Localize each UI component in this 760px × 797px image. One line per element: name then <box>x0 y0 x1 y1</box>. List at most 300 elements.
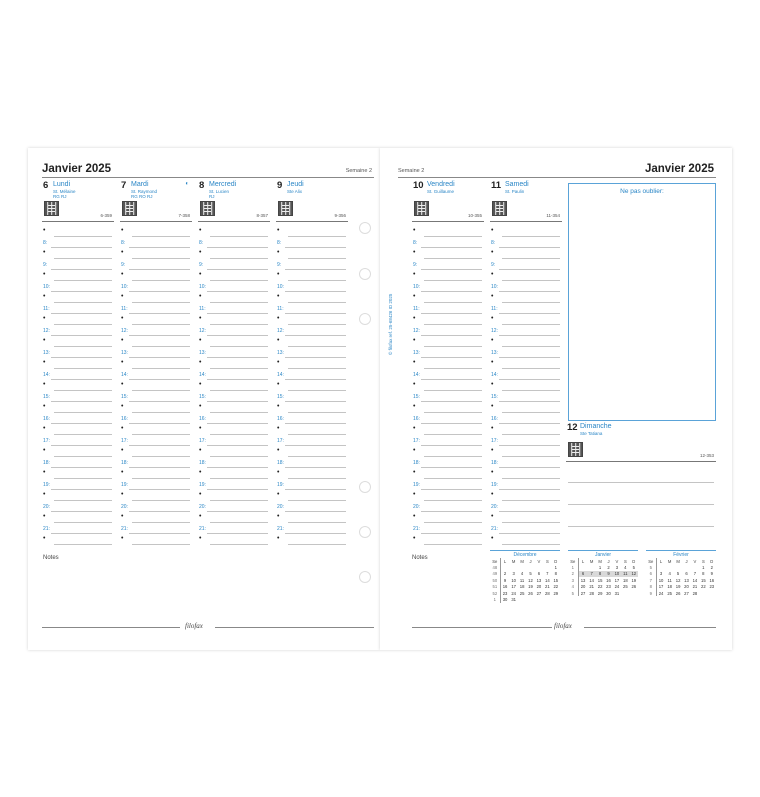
half-hour-slot[interactable] <box>120 382 192 393</box>
hour-slot[interactable] <box>490 481 562 492</box>
hour-slot[interactable] <box>120 415 192 426</box>
half-hour-slot[interactable] <box>412 360 484 371</box>
day-column <box>490 180 562 547</box>
hour-label: 21: <box>277 526 284 532</box>
half-hour-slot[interactable] <box>120 338 192 349</box>
hour-slot[interactable] <box>198 261 270 272</box>
hour-slot[interactable] <box>120 393 192 404</box>
calendar-day: 23 <box>709 584 715 590</box>
weekday-header: D <box>710 558 714 564</box>
hour-slot[interactable] <box>42 525 114 536</box>
hour-slot[interactable] <box>42 239 114 250</box>
bullet-icon: • <box>491 535 494 542</box>
day-rule <box>490 221 562 222</box>
half-hour-slot[interactable] <box>42 404 114 415</box>
half-hour-slot[interactable] <box>276 294 348 305</box>
half-hour-slot[interactable] <box>276 470 348 481</box>
time-slot[interactable] <box>412 228 484 239</box>
half-hour-slot[interactable] <box>276 382 348 393</box>
hour-label: 11: <box>121 306 128 312</box>
day-number: 7 <box>121 180 127 191</box>
hour-slot[interactable] <box>490 305 562 316</box>
half-hour-slot[interactable] <box>490 426 562 437</box>
calendar-day: 11 <box>667 577 672 583</box>
bullet-icon: • <box>277 293 280 300</box>
sunday-write-line[interactable] <box>568 482 714 483</box>
hour-slot[interactable] <box>412 393 484 404</box>
hour-slot[interactable] <box>120 261 192 272</box>
hour-label: 10: <box>491 284 498 290</box>
half-hour-slot[interactable] <box>412 448 484 459</box>
hour-slot[interactable] <box>412 525 484 536</box>
calendar-day <box>518 596 526 602</box>
weekday-header: Se <box>568 558 578 564</box>
half-hour-slot[interactable] <box>412 470 484 481</box>
half-hour-slot[interactable] <box>490 404 562 415</box>
day-name: Jeudi <box>287 181 304 188</box>
half-hour-slot[interactable] <box>412 250 484 261</box>
weekday-header: M <box>520 558 524 564</box>
hour-slot[interactable] <box>490 283 562 294</box>
half-hour-slot[interactable] <box>412 426 484 437</box>
bullet-icon: • <box>199 491 202 498</box>
half-hour-slot[interactable] <box>412 382 484 393</box>
hour-slot[interactable] <box>120 349 192 360</box>
hour-slot[interactable] <box>198 437 270 448</box>
half-hour-slot[interactable] <box>42 536 114 547</box>
calendar-day: 1 <box>702 565 705 571</box>
calendar-day: 18 <box>623 577 628 583</box>
bullet-icon: • <box>43 359 46 366</box>
hour-slot[interactable] <box>490 415 562 426</box>
hour-slot[interactable] <box>120 239 192 250</box>
half-hour-slot[interactable] <box>120 536 192 547</box>
half-hour-slot[interactable] <box>490 470 562 481</box>
half-hour-slot[interactable] <box>42 338 114 349</box>
hour-slot[interactable] <box>120 305 192 316</box>
hour-slot[interactable] <box>276 261 348 272</box>
mini-calendar-title: Janvier <box>568 550 638 558</box>
mini-calendar <box>568 550 638 596</box>
bullet-icon: • <box>277 403 280 410</box>
half-hour-slot[interactable] <box>42 382 114 393</box>
hour-label: 14: <box>121 372 128 378</box>
calendar-day: 14 <box>692 577 698 583</box>
hour-slot[interactable] <box>276 349 348 360</box>
calendar-day: 13 <box>536 577 542 583</box>
bullet-icon: • <box>199 513 202 520</box>
footer-rule-left <box>412 627 552 628</box>
calendar-day: 24 <box>511 590 516 596</box>
hour-label: 14: <box>43 372 50 378</box>
hour-slot[interactable] <box>120 327 192 338</box>
hour-label: 15: <box>491 394 498 400</box>
half-hour-slot[interactable] <box>42 492 114 503</box>
bullet-icon: • <box>43 447 46 454</box>
half-hour-slot[interactable] <box>490 316 562 327</box>
bullet-icon: • <box>121 447 124 454</box>
moon-phase-icon: ◐ <box>185 181 189 187</box>
hour-label: 20: <box>491 504 498 510</box>
hour-slot[interactable] <box>490 239 562 250</box>
calendar-day: 30 <box>502 597 508 603</box>
filofax-logo: filofax <box>185 622 203 630</box>
bullet-icon: • <box>277 315 280 322</box>
half-hour-slot[interactable] <box>198 316 270 327</box>
hour-slot[interactable] <box>276 415 348 426</box>
half-hour-slot[interactable] <box>412 272 484 283</box>
calendar-day: 27 <box>536 590 542 596</box>
hour-slot[interactable] <box>412 261 484 272</box>
hour-label: 14: <box>199 372 206 378</box>
weekday-header: D <box>554 558 558 564</box>
half-hour-slot[interactable] <box>490 492 562 503</box>
calendar-day: 51 <box>490 584 500 590</box>
half-hour-slot[interactable] <box>198 338 270 349</box>
calendar-day: 27 <box>684 590 689 596</box>
half-hour-slot[interactable] <box>42 272 114 283</box>
qr-code-icon <box>200 201 215 216</box>
hour-label: 19: <box>413 482 420 488</box>
half-hour-slot[interactable] <box>198 272 270 283</box>
half-hour-slot[interactable] <box>412 536 484 547</box>
hour-slot[interactable] <box>276 283 348 294</box>
hour-slot[interactable] <box>198 349 270 360</box>
hour-slot[interactable] <box>42 349 114 360</box>
hour-label: 21: <box>43 526 50 532</box>
half-hour-slot[interactable] <box>120 426 192 437</box>
calendar-day: 29 <box>597 590 603 596</box>
binder-hole-icon <box>359 222 371 234</box>
half-hour-slot[interactable] <box>120 250 192 261</box>
weekday-header: V <box>615 558 619 564</box>
hour-slot[interactable] <box>198 481 270 492</box>
half-hour-slot[interactable] <box>120 316 192 327</box>
hour-slot[interactable] <box>42 459 114 470</box>
day-note: RG RJ <box>53 194 67 199</box>
bullet-icon: • <box>491 403 494 410</box>
half-hour-slot[interactable] <box>490 448 562 459</box>
hour-label: 14: <box>491 372 498 378</box>
half-hour-slot[interactable] <box>120 272 192 283</box>
time-slot[interactable] <box>42 228 114 239</box>
hour-slot[interactable] <box>42 261 114 272</box>
half-hour-slot[interactable] <box>276 250 348 261</box>
bullet-icon: • <box>413 513 416 520</box>
hour-slot[interactable] <box>412 481 484 492</box>
hour-label: 11: <box>43 306 50 312</box>
hour-label: 13: <box>121 350 128 356</box>
hour-slot[interactable] <box>276 239 348 250</box>
hour-slot[interactable] <box>198 525 270 536</box>
page-title: Janvier 2025 <box>644 163 714 175</box>
day-count: 7-358 <box>178 213 190 218</box>
hour-label: 10: <box>121 284 128 290</box>
hour-slot[interactable] <box>412 415 484 426</box>
half-hour-slot[interactable] <box>490 272 562 283</box>
calendar-day: 9 <box>646 590 656 596</box>
hour-slot[interactable] <box>490 393 562 404</box>
time-slot[interactable] <box>198 228 270 239</box>
hour-slot[interactable] <box>412 503 484 514</box>
hour-label: 17: <box>43 438 50 444</box>
half-hour-slot[interactable] <box>198 250 270 261</box>
half-hour-slot[interactable] <box>198 426 270 437</box>
saint-name: St. Lucien <box>209 189 230 194</box>
hour-slot[interactable] <box>42 415 114 426</box>
hour-slot[interactable] <box>490 503 562 514</box>
bullet-icon: • <box>277 469 280 476</box>
calendar-day: 5 <box>568 590 578 596</box>
hour-slot[interactable] <box>42 393 114 404</box>
hour-slot[interactable] <box>120 437 192 448</box>
half-hour-slot[interactable] <box>42 294 114 305</box>
half-hour-slot[interactable] <box>490 338 562 349</box>
half-hour-slot[interactable] <box>276 360 348 371</box>
hour-slot[interactable] <box>198 283 270 294</box>
half-hour-slot[interactable] <box>276 272 348 283</box>
calendar-day: 15 <box>597 577 603 583</box>
day-rule <box>412 221 484 222</box>
half-hour-slot[interactable] <box>42 360 114 371</box>
half-hour-slot[interactable] <box>198 360 270 371</box>
bullet-icon: • <box>491 337 494 344</box>
half-hour-slot[interactable] <box>120 404 192 415</box>
hour-slot[interactable] <box>42 371 114 382</box>
half-hour-slot[interactable] <box>198 514 270 525</box>
hour-slot[interactable] <box>198 239 270 250</box>
time-slot[interactable] <box>276 228 348 239</box>
hour-slot[interactable] <box>120 371 192 382</box>
hour-label: 17: <box>199 438 206 444</box>
hour-slot[interactable] <box>198 371 270 382</box>
bullet-icon: • <box>277 535 280 542</box>
half-hour-slot[interactable] <box>412 316 484 327</box>
bullet-icon: • <box>121 337 124 344</box>
weekday-header: J <box>529 558 532 564</box>
calendar-day: 7 <box>646 577 656 583</box>
day-name: Dimanche <box>580 423 612 430</box>
hour-label: 12: <box>277 328 284 334</box>
half-hour-slot[interactable] <box>120 294 192 305</box>
time-slot[interactable] <box>490 228 562 239</box>
half-hour-slot[interactable] <box>198 404 270 415</box>
hour-slot[interactable] <box>276 503 348 514</box>
hour-slot[interactable] <box>276 459 348 470</box>
half-hour-slot[interactable] <box>276 448 348 459</box>
hour-label: 18: <box>199 460 206 466</box>
half-hour-slot[interactable] <box>490 250 562 261</box>
hour-slot[interactable] <box>490 327 562 338</box>
binder-hole-icon <box>359 526 371 538</box>
hour-slot[interactable] <box>42 283 114 294</box>
half-hour-slot[interactable] <box>198 470 270 481</box>
hour-slot[interactable] <box>198 415 270 426</box>
bullet-icon: • <box>277 249 280 256</box>
bullet-icon: • <box>199 315 202 322</box>
half-hour-slot[interactable] <box>42 250 114 261</box>
hour-slot[interactable] <box>42 437 114 448</box>
half-hour-slot[interactable] <box>490 382 562 393</box>
bullet-icon: • <box>413 315 416 322</box>
hour-slot[interactable] <box>198 393 270 404</box>
half-hour-slot[interactable] <box>412 338 484 349</box>
hour-label: 15: <box>43 394 50 400</box>
hour-slot[interactable] <box>276 437 348 448</box>
half-hour-slot[interactable] <box>490 294 562 305</box>
bullet-icon: • <box>121 271 124 278</box>
hour-slot[interactable] <box>490 459 562 470</box>
hour-slot[interactable] <box>490 349 562 360</box>
hour-slot[interactable] <box>276 393 348 404</box>
day-number: 6 <box>43 180 49 191</box>
hour-slot[interactable] <box>120 525 192 536</box>
calendar-day: 17 <box>614 577 620 583</box>
hour-label: 9: <box>199 262 204 268</box>
binder-hole-icon <box>359 268 371 280</box>
half-hour-slot[interactable] <box>412 294 484 305</box>
half-hour-slot[interactable] <box>198 382 270 393</box>
hour-slot[interactable] <box>490 371 562 382</box>
bullet-icon: • <box>491 491 494 498</box>
sunday-write-line[interactable] <box>568 504 714 505</box>
half-hour-slot[interactable] <box>276 492 348 503</box>
half-hour-slot[interactable] <box>42 470 114 481</box>
hour-slot[interactable] <box>412 437 484 448</box>
bullet-icon: • <box>413 491 416 498</box>
day-number: 11 <box>491 180 502 191</box>
half-hour-slot[interactable] <box>490 536 562 547</box>
calendar-day: 23 <box>502 590 508 596</box>
half-hour-slot[interactable] <box>42 448 114 459</box>
hour-label: 12: <box>413 328 420 334</box>
hour-slot[interactable] <box>412 305 484 316</box>
weekday-header: S <box>623 558 627 564</box>
half-hour-slot[interactable] <box>198 448 270 459</box>
weekday-header: V <box>537 558 541 564</box>
hour-slot[interactable] <box>276 305 348 316</box>
half-hour-slot[interactable] <box>490 514 562 525</box>
half-hour-slot[interactable] <box>412 492 484 503</box>
calendar-day: 2 <box>607 565 610 571</box>
half-hour-slot[interactable] <box>276 514 348 525</box>
hour-slot[interactable] <box>42 481 114 492</box>
half-hour-slot[interactable] <box>412 404 484 415</box>
half-hour-slot[interactable] <box>120 492 192 503</box>
bullet-icon: • <box>277 337 280 344</box>
half-hour-slot[interactable] <box>412 514 484 525</box>
hour-slot[interactable] <box>198 459 270 470</box>
hour-slot[interactable] <box>276 481 348 492</box>
half-hour-slot[interactable] <box>490 360 562 371</box>
hour-slot[interactable] <box>276 371 348 382</box>
notes-label: Notes <box>412 555 428 561</box>
calendar-day: 22 <box>553 584 559 590</box>
calendar-day: 52 <box>490 590 500 596</box>
hour-label: 20: <box>43 504 50 510</box>
bullet-icon: • <box>277 513 280 520</box>
mini-calendar <box>646 550 716 596</box>
hour-slot[interactable] <box>412 459 484 470</box>
mini-calendar-title: Décembre <box>490 550 560 558</box>
hour-slot[interactable] <box>198 327 270 338</box>
hour-slot[interactable] <box>42 503 114 514</box>
week-label: Semaine 2 <box>345 168 372 174</box>
hour-slot[interactable] <box>412 349 484 360</box>
hour-slot[interactable] <box>120 283 192 294</box>
calendar-day: 9 <box>503 577 507 583</box>
half-hour-slot[interactable] <box>120 448 192 459</box>
half-hour-slot[interactable] <box>120 470 192 481</box>
bullet-icon: • <box>199 227 202 234</box>
hour-slot[interactable] <box>120 481 192 492</box>
hour-slot[interactable] <box>412 283 484 294</box>
hour-label: 9: <box>277 262 282 268</box>
half-hour-slot[interactable] <box>120 514 192 525</box>
hour-slot[interactable] <box>120 503 192 514</box>
hour-slot[interactable] <box>412 239 484 250</box>
hour-slot[interactable] <box>198 305 270 316</box>
calendar-day: 21 <box>692 584 698 590</box>
bullet-icon: • <box>413 425 416 432</box>
hour-label: 11: <box>199 306 206 312</box>
day-column-sunday <box>566 422 716 528</box>
hour-slot[interactable] <box>412 371 484 382</box>
time-slot[interactable] <box>120 228 192 239</box>
hour-slot[interactable] <box>412 327 484 338</box>
hour-label: 21: <box>199 526 206 532</box>
hour-label: 18: <box>413 460 420 466</box>
hour-slot[interactable] <box>276 327 348 338</box>
hour-slot[interactable] <box>198 503 270 514</box>
bullet-icon: • <box>413 337 416 344</box>
hour-slot[interactable] <box>490 261 562 272</box>
hour-slot[interactable] <box>276 525 348 536</box>
half-hour-slot[interactable] <box>42 514 114 525</box>
half-hour-slot[interactable] <box>198 294 270 305</box>
hour-slot[interactable] <box>120 459 192 470</box>
footer-rule-right <box>215 627 374 628</box>
calendar-day: 15 <box>701 577 706 583</box>
calendar-day: 21 <box>545 584 550 590</box>
hour-slot[interactable] <box>42 327 114 338</box>
hour-slot[interactable] <box>42 305 114 316</box>
half-hour-slot[interactable] <box>276 404 348 415</box>
calendar-day: 4 <box>568 584 578 590</box>
half-hour-slot[interactable] <box>198 536 270 547</box>
bullet-icon: • <box>491 359 494 366</box>
qr-code-icon <box>568 442 583 457</box>
bullet-icon: • <box>491 227 494 234</box>
half-hour-slot[interactable] <box>42 426 114 437</box>
hour-slot[interactable] <box>490 437 562 448</box>
half-hour-slot[interactable] <box>276 536 348 547</box>
half-hour-slot[interactable] <box>120 360 192 371</box>
half-hour-slot[interactable] <box>198 492 270 503</box>
half-hour-slot[interactable] <box>42 316 114 327</box>
saint-name: Ste Tatiana <box>580 431 603 436</box>
calendar-day: 30 <box>606 590 611 596</box>
hour-slot[interactable] <box>490 525 562 536</box>
hour-label: 8: <box>43 240 48 246</box>
sunday-write-line[interactable] <box>568 526 714 527</box>
weekday-header: J <box>607 558 610 564</box>
qr-code-icon <box>414 201 429 216</box>
half-hour-slot[interactable] <box>276 316 348 327</box>
half-hour-slot[interactable] <box>276 426 348 437</box>
half-hour-slot[interactable] <box>276 338 348 349</box>
calendar-day: 4 <box>624 565 627 571</box>
